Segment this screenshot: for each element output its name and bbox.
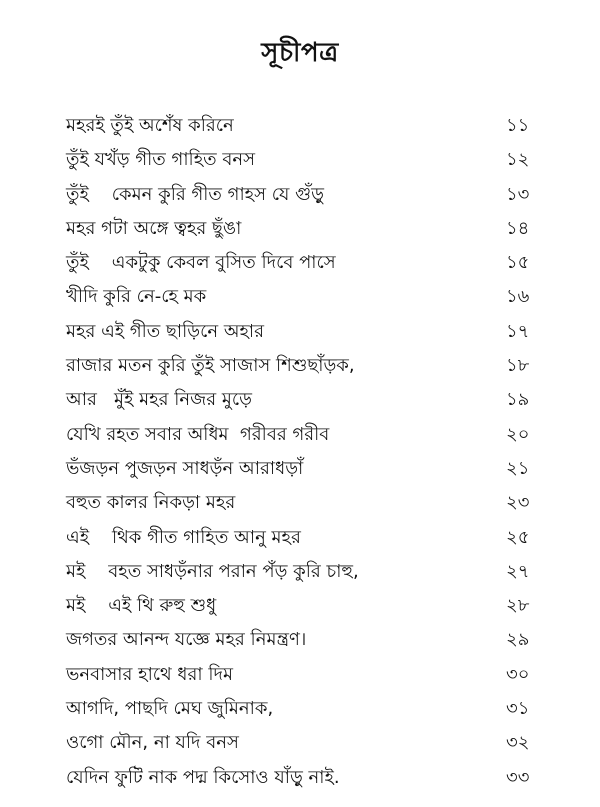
toc-entry-page: ১১: [506, 115, 530, 136]
page-title: সূচীপত্র: [261, 38, 339, 68]
toc-row: [66, 486, 546, 520]
toc-entry-title: মহর এই গীত ছাড়িনে অহার: [66, 320, 265, 342]
toc-row: [66, 418, 546, 452]
toc-entry-page: ৩১: [506, 698, 530, 720]
toc-entry-page: ১৯: [506, 389, 530, 411]
toc-entry-title: যেখি রহত সবার অধিম গরীবর গরীব: [66, 423, 330, 445]
toc-row: [66, 623, 546, 657]
toc-entry-title: এই থিক গীত গাহিত আনু মহর: [66, 526, 301, 548]
toc-entry-title: খীদি কুরি নে-হে মক: [66, 286, 207, 308]
toc-entry-title: মহরই তুঁই অশেঁষ করিনে: [66, 115, 234, 136]
toc-entry-title: মই এই থি রুহু শুধু: [66, 595, 217, 617]
toc-row: [66, 383, 546, 417]
toc-entry-page: ২১: [506, 457, 530, 479]
table-of-contents: [66, 109, 546, 795]
toc-row: [66, 212, 546, 246]
toc-row: [66, 246, 546, 280]
toc-entry-title: তুঁই কেমন কুরি গীত গাহস যে গুঁড়ু: [66, 183, 324, 205]
toc-entry-page: ১৫: [506, 252, 530, 274]
toc-row: [66, 658, 546, 692]
toc-row: [66, 143, 546, 177]
toc-entry-title: তুঁই যখঁড় গীত গাহিত বনস: [66, 149, 256, 171]
toc-entry-title: মহর গটা অঙ্গে ত্বহর ছুঁঙা: [66, 217, 242, 239]
toc-entry-page: ১২: [506, 149, 530, 171]
toc-entry-title: তুঁই একটুকু কেবল বুসিত দিবে পাসে: [66, 252, 336, 274]
toc-row: [66, 452, 546, 486]
toc-entry-title: বহুত কালর নিকড়া মহর: [66, 492, 236, 514]
toc-entry-page: ১৩: [506, 183, 530, 205]
toc-row: [66, 178, 546, 212]
toc-entry-title: ভনবাসার হাথে ধরা দিম: [66, 663, 233, 685]
toc-entry-page: ২০: [506, 423, 530, 445]
toc-entry-title: যেদিন ফুটি নাক পদ্ম কিসোও যাঁড়ু নাই.: [66, 766, 340, 788]
toc-row: [66, 555, 546, 589]
toc-entry-title: রাজার মতন কুরি তুঁই সাজাস শিশুছাঁড়ক,: [66, 355, 355, 377]
toc-entry-page: ২৯: [506, 629, 530, 651]
toc-entry-page: ৩২: [506, 732, 530, 754]
toc-row: [66, 589, 546, 623]
toc-row: [66, 315, 546, 349]
toc-row: [66, 349, 546, 383]
toc-entry-page: ১৭: [506, 320, 530, 342]
toc-entry-page: ১৮: [506, 355, 530, 377]
toc-entry-title: আগদি, পাছদি মেঘ জুমিনাক,: [66, 698, 274, 720]
toc-entry-page: ১৬: [506, 286, 530, 308]
toc-entry-page: ৩০: [506, 663, 530, 685]
toc-entry-title: ভঁজড়ন পুজড়ন সাধড়ঁন আরাধড়াঁ: [66, 457, 304, 479]
toc-row: [66, 692, 546, 726]
toc-entry-page: ২৫: [506, 526, 530, 548]
toc-entry-title: জগতর আনন্দ যজ্ঞে মহর নিমন্ত্রণ।: [66, 629, 307, 651]
toc-entry-page: ২৮: [506, 595, 530, 617]
toc-row: [66, 280, 546, 314]
toc-entry-title: আর মুঁই মহর নিজর মুড়ে: [66, 389, 252, 411]
toc-entry-page: ১৪: [506, 217, 530, 239]
toc-row: [66, 726, 546, 760]
toc-row: [66, 109, 546, 143]
toc-entry-page: ৩৩: [506, 766, 530, 788]
toc-row: [66, 521, 546, 555]
toc-entry-page: ২৭: [506, 560, 530, 582]
toc-entry-title: ওগো মৌন, না যদি বনস: [66, 732, 239, 754]
toc-row: [66, 761, 546, 795]
toc-entry-page: ২৩: [506, 492, 530, 514]
toc-entry-title: মই বহত সাধড়ঁনার পরান পঁড় কুরি চাহু,: [66, 560, 359, 582]
